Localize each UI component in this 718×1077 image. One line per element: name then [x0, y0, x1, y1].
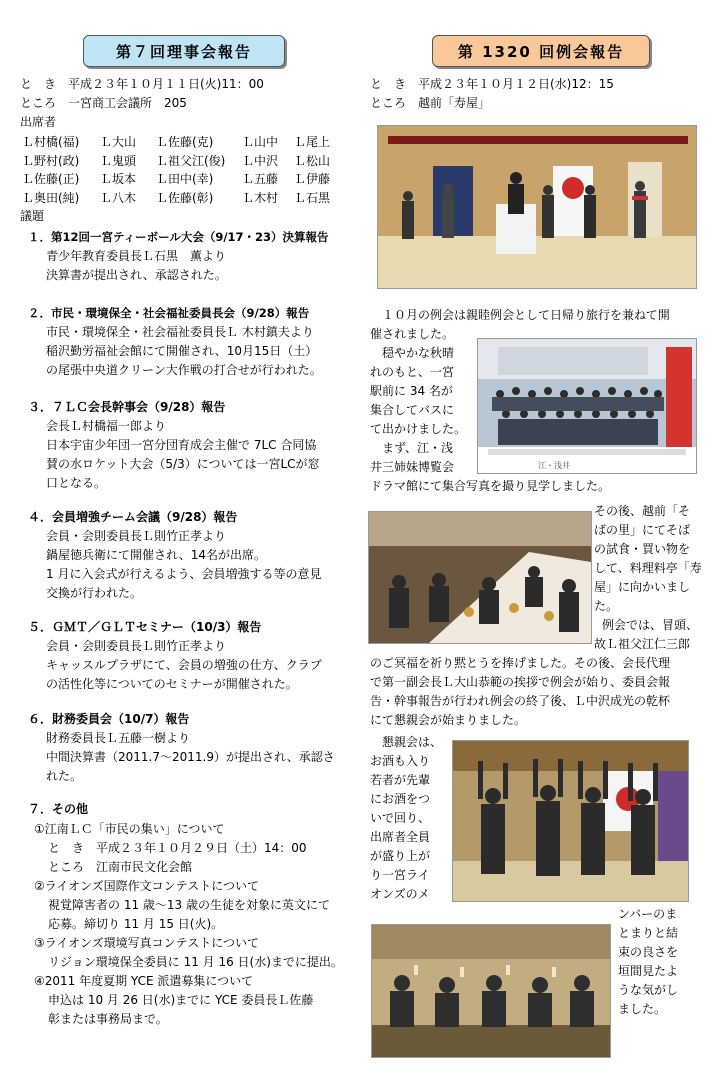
agenda-item-title: ４．会員増強チーム会議（9/28）報告 [28, 510, 238, 524]
attendee: Ｌ木村 [242, 190, 279, 205]
p3-wrap-line: り一宮ライ [370, 868, 430, 882]
attendee: Ｌ大山 [100, 135, 137, 149]
agenda-item-line: 青少年教育委員長Ｌ石黒 薫より [46, 249, 227, 263]
agenda-item-line: れた。 [46, 769, 83, 783]
attendee: Ｌ村橋(福) [22, 135, 80, 149]
agenda-item-title: ３．７ＬＣ会長幹事会（9/28）報告 [28, 400, 226, 414]
agenda-item-line: 会長Ｌ村橋福一郎より [46, 419, 167, 433]
attendee: Ｌ八木 [100, 190, 137, 205]
p2-wrap-line: 屋」に向かいまし [594, 580, 691, 594]
agenda-item-line: 会員・会則委員長Ｌ則竹正孝より [46, 639, 227, 653]
p3-wrap-line: いで回り、 [370, 811, 431, 825]
agenda-item-line: ②ライオンズ国際作文コンテストについて [34, 879, 259, 893]
p1-wrap-line: 井三姉妹博覧会 [370, 460, 455, 474]
p2-line: のご冥福を祈り黙とうを捧げました。その後、会長代理 [370, 656, 671, 670]
agenda-item-line: ④2011 年度夏期 YCE 派遣募集について [34, 974, 254, 988]
toast-photo [371, 924, 611, 1058]
agenda-item-line: ところ 江南市民文化会館 [48, 860, 193, 874]
agenda-item-line: 財務委員長Ｌ五藤一樹より [46, 731, 191, 745]
meeting-date: と き 平成２３年１０月１２日(水)12：15 [370, 77, 614, 91]
agenda-item-title: ６．財務委員会（10/7）報告 [28, 712, 190, 726]
stage-speech-photo [377, 125, 697, 289]
agenda-item-line: リジョン環境保全委員に 11 月 16 日(水)までに提出。 [48, 955, 343, 969]
agenda-item-line: 決算書が提出され、承認された。 [46, 268, 227, 282]
agenda-item-line: ①江南ＬＣ「市民の集い」について [34, 822, 225, 836]
meeting-report-header: 第 1320 回例会報告 [432, 35, 650, 67]
attendee-grid [22, 133, 330, 207]
banzai-photo [452, 740, 689, 902]
p1-wrap-line: て出かけました。 [370, 422, 467, 436]
board-place: ところ 一宮商工会議所 205 [20, 96, 187, 110]
p4-wrap-line: 束の良さを [618, 945, 679, 959]
p1-line: 催されました。 [370, 327, 455, 341]
p2-wrap-line: 例会では、冒頭、 [602, 618, 699, 632]
attendee: Ｌ佐藤(克) [156, 135, 214, 149]
agenda-item-line: 彰または事務局まで。 [48, 1012, 168, 1026]
p1-wrap-line: まず、江・浅 [382, 441, 454, 455]
p4-wrap-line: うな気がし [618, 983, 679, 997]
agenda-item-line: 鍋屋徳兵衛にて開催され、14名が出席。 [46, 548, 266, 562]
attendee: Ｌ田中(幸) [156, 172, 214, 186]
agenda-item-line: 口となる。 [46, 476, 107, 490]
p2-wrap-line: た。 [594, 599, 619, 613]
agenda-item-line: 中間決算書（2011.7～2011.9）が提出され、承認さ [46, 750, 335, 764]
attendee-row [22, 133, 330, 152]
p4-wrap-line: ンバーのま [618, 907, 678, 921]
p2-wrap-line: 故Ｌ祖父江仁三郎 [594, 637, 691, 651]
p1-wrap-line: れのもと、一宮 [370, 365, 455, 379]
attendee: Ｌ鬼頭 [100, 153, 137, 168]
agenda-item-line: 視覚障害者の 11 歳～13 歳の生徒を対象に英文にて [48, 898, 330, 912]
attendee: Ｌ奥田(純) [22, 190, 80, 205]
p3-wrap-line: 懇親会は、 [382, 735, 443, 749]
p4-wrap-line: 垣間見たよ [618, 964, 679, 978]
agenda-item-line: 賛の水ロケット大会（5/3）については一宮LCが窓 [46, 457, 320, 471]
board-meeting-header: 第７回理事会報告 [83, 35, 285, 67]
photo-sign-text: 江・浅井 [538, 461, 570, 470]
agenda-item-line: と き 平成２３年１０月２９日（土）14：00 [48, 841, 307, 855]
p2-wrap-line: して、料理料亭「寿 [594, 561, 702, 575]
p2-line: で第一副会長Ｌ大山恭範の挨拶で例会が始り、委員会報 [370, 675, 671, 689]
agenda-item-title: ７．その他 [28, 802, 89, 816]
attendee: Ｌ五藤 [242, 172, 279, 186]
attendee: Ｌ松山 [294, 153, 331, 168]
p4-wrap-line: とまりと結 [618, 926, 679, 940]
soba-tasting-photo [368, 511, 592, 644]
p3-wrap-line: 若者が先輩 [370, 773, 431, 787]
attendee-row [22, 170, 330, 189]
group-photo [477, 338, 697, 474]
p1-wrap-line: 駅前に 34 名が [370, 384, 453, 398]
attendee: Ｌ石黒 [294, 190, 331, 205]
p1-wrap-line: 集合してバスに [370, 403, 455, 417]
p2-line: にて懇親会が始まりました。 [370, 713, 527, 727]
agenda-item-line: 日本宇宙少年団一宮分団育成会主催で 7LC 合同協 [46, 438, 317, 452]
agenda-item-line: 1 月に入会式が行えるよう、会員増強する等の意見 [46, 567, 322, 581]
meeting-place: ところ 越前「寿屋」 [370, 96, 491, 110]
agenda-item-title: ５．ＧＭＴ／ＧＬＴセミナー（10/3）報告 [28, 620, 262, 634]
attendee: Ｌ坂本 [100, 172, 137, 186]
p3-wrap-line: お酒も入り [370, 754, 431, 768]
agenda-item-line: ③ライオンズ環境写真コンテストについて [34, 936, 259, 950]
p1-wrap-line: ドラマ館にて集合写真を撮り見学しました。 [370, 479, 611, 493]
agenda-item-line: 稲沢勤労福祉会館にて開催され、10月15日（土） [46, 344, 318, 358]
attendee: Ｌ伊藤 [294, 172, 331, 186]
p3-wrap-line: 出席者全員 [370, 830, 431, 844]
agenda-item-line: の尾張中央道クリーン大作戦の打合せが行われた。 [46, 363, 322, 377]
attendee: Ｌ佐藤(正) [22, 172, 80, 186]
agenda-item-line: の活性化等についてのセミナーが開催された。 [46, 677, 298, 691]
agenda-item-line: キャッスルプラザにて、会員の増強の仕方、クラブ [46, 658, 322, 672]
p3-wrap-line: が盛り上が [370, 849, 431, 863]
attendee-row [22, 189, 330, 208]
agenda-item-line: 市民・環境保全・社会福祉委員長Ｌ 木村鎮夫より [46, 325, 314, 339]
agenda-item-line: 申込は 10 月 26 日(水)までに YCE 委員長Ｌ佐藤 [48, 993, 314, 1007]
p3-wrap-line: オンズのメ [370, 887, 430, 901]
agenda-item-line: 交換が行われた。 [46, 586, 143, 600]
attendee: Ｌ祖父江(俊) [156, 153, 226, 168]
p2-wrap-line: その後、越前「そ [594, 504, 691, 518]
p2-wrap-line: の試食・買い物を [594, 542, 691, 556]
agenda-item-line: 会員・会則委員長Ｌ則竹正孝より [46, 529, 227, 543]
p1-wrap-line: 穏やかな秋晴 [382, 346, 455, 360]
board-date: と き 平成２３年１０月１１日(火)11：00 [20, 77, 264, 91]
p2-line: 告・幹事報告が行われ例会の終了後、Ｌ中沢成光の乾杯 [370, 694, 671, 708]
agenda-item-title: ２．市民・環境保全・社会福祉委員長会（9/28）報告 [28, 306, 310, 320]
agenda-item-line: 応募。締切り 11 月 15 日(火)。 [48, 917, 224, 931]
p2-wrap-line: ばの里」にてそば [594, 523, 691, 537]
agenda-item-title: １．第12回一宮ティーボール大会（9/17・23）決算報告 [28, 230, 329, 244]
p3-wrap-line: にお酒をつ [370, 792, 431, 806]
attendees-label: 出席者 [20, 115, 57, 129]
attendee: Ｌ中沢 [242, 153, 279, 168]
attendee-row [22, 152, 330, 171]
attendee: Ｌ野村(政) [22, 153, 80, 168]
attendee: Ｌ尾上 [294, 135, 331, 149]
agenda-label: 議題 [20, 209, 45, 223]
attendee: Ｌ山中 [242, 135, 279, 149]
p4-wrap-line: ました。 [618, 1002, 667, 1016]
p1-line: １０月の例会は親睦例会として日帰り旅行を兼ねて開 [382, 308, 670, 322]
attendee: Ｌ佐藤(彰) [156, 190, 214, 205]
